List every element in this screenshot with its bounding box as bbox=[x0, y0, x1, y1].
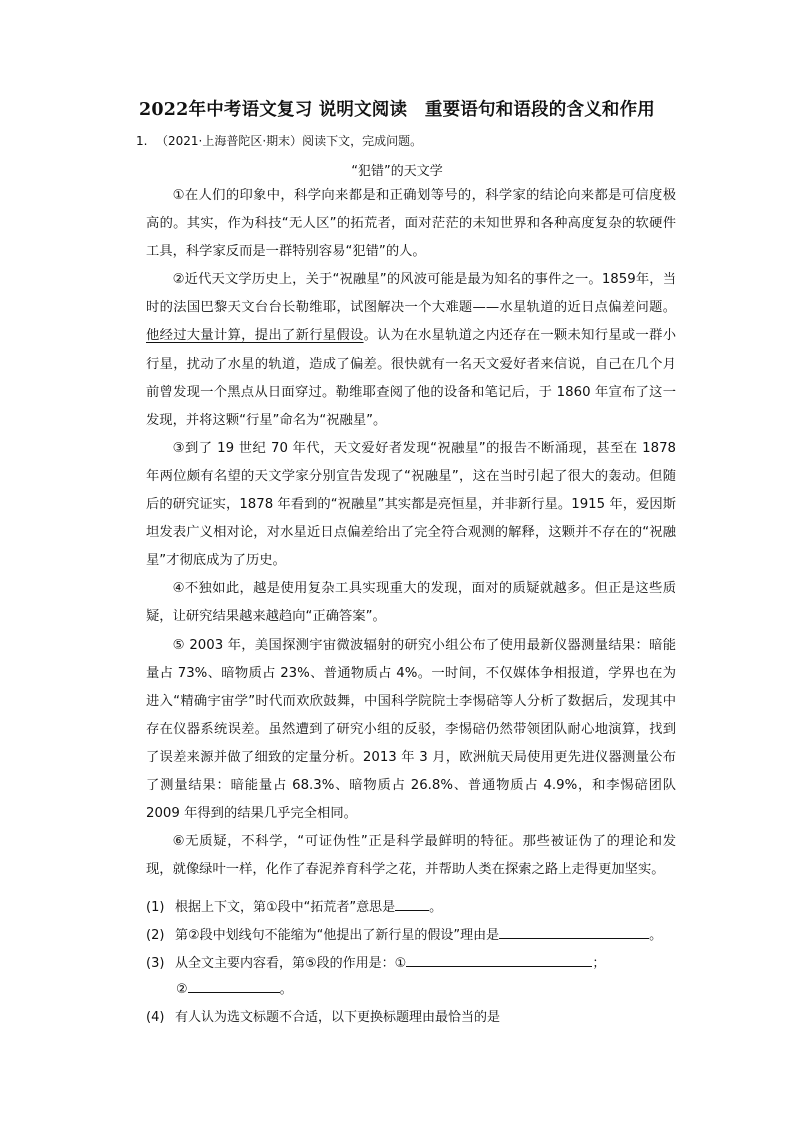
article-body bbox=[146, 182, 676, 884]
underlined-sentence: 他经过大量计算，提出了新行星假设 bbox=[146, 328, 364, 344]
subquestion-1 bbox=[146, 896, 442, 915]
paragraph-2-text-rest: 。认为在水星轨道之内还存在一颗未知行星或一群小行星，扰动了水星的轨道，造成了偏差。很快就有一名天文爱好者来信说，自己在几个月前曾发现一个黑点从日面穿过。勒维耶查阅了他的设备和笔记后，于 1860 年宣布了这一发现，并将这颗“行星”命名为“祝融星”。 bbox=[146, 328, 677, 428]
subquestion-end: 。 bbox=[429, 900, 443, 915]
subquestion-end: 。 bbox=[649, 928, 663, 943]
subquestion-text: 有人认为选文标题不合适，以下更换标题理由最恰当的是 bbox=[175, 1010, 501, 1025]
question-intro: （2021·上海普陀区·期末）阅读下文，完成问题。 bbox=[156, 134, 423, 148]
question-number: 1. bbox=[136, 134, 148, 148]
subquestion-3-second bbox=[176, 978, 293, 997]
subquestion-4 bbox=[146, 1006, 500, 1025]
article-title: “犯错”的天文学 bbox=[351, 164, 443, 179]
paragraph-3: ③到了 19 世纪 70 年代，天文爱好者发现“祝融星”的报告不断涌现，甚至在 1878 年两位颇有名望的天文学家分别宣告发现了“祝融星”，这在当时引起了很大的轰动。但随后的研究证实，1878 年看到的“祝融星”其实都是亮恒星，并非新行星。1915 年，爱因斯坦发表广义相对论，对水星近日点偏差给出了完全符合观测的解释，这颗并不存在的“祝融星”才彻底成为了历史。 bbox=[146, 440, 676, 569]
subquestion-end: ； bbox=[592, 956, 606, 971]
subquestion-2 bbox=[146, 924, 662, 943]
subquestion-number: (4) bbox=[146, 1010, 165, 1025]
subquestion-number: (1) bbox=[146, 900, 165, 915]
answer-blank[interactable] bbox=[395, 898, 429, 911]
question-header bbox=[136, 132, 422, 149]
subquestion-label: ② bbox=[176, 982, 188, 997]
subquestion-text: 从全文主要内容看，第⑤段的作用是：① bbox=[175, 956, 407, 971]
paragraph-2-text: ②近代天文学历史上，关于“祝融星”的风波可能是最为知名的事件之一。1859年，当时的法国巴黎天文台台长勒维耶，试图解决一个大难题——水星轨道的近日点偏差问题。 bbox=[146, 272, 676, 316]
answer-blank[interactable] bbox=[499, 926, 649, 939]
paragraph-6: ⑥无质疑，不科学，“可证伪性”正是科学最鲜明的特征。那些被证伪了的理论和发现，就像绿叶一样，化作了春泥养育科学之花，并帮助人类在探索之路上走得更加坚实。 bbox=[146, 834, 676, 878]
paragraph-2 bbox=[146, 266, 676, 435]
subquestion-number: (3) bbox=[146, 956, 165, 971]
subquestion-text: 第②段中划线句不能缩为“他提出了新行星的假设”理由是 bbox=[175, 928, 500, 943]
subquestion-3 bbox=[146, 952, 605, 971]
answer-blank[interactable] bbox=[188, 980, 280, 993]
paragraph-5: ⑤ 2003 年，美国探测宇宙微波辐射的研究小组公布了使用最新仪器测量结果：暗能量占 73%、暗物质占 23%、普通物质占 4%。一时间，不仅媒体争相报道，学界也在为进入“精确宇宙学”时代而欢欣鼓舞，中国科学院院士李惕碚等人分析了数据后，发现其中存在仪器系统误差。虽然遭到了研究小组的反驳，李惕碚仍然带领团队耐心地演算，找到了误差来源并做了细致的定量分析。2013 年 3 月，欧洲航天局使用更先进仪器测量公布了测量结果：暗能量占 68.3%、暗物质占 26.8%、普通物质占 4.9%，和李惕碚团队 2009 年得到的结果几乎完全相同。 bbox=[146, 637, 676, 822]
subquestion-text: 根据上下文，第①段中“拓荒者”意思是 bbox=[175, 900, 396, 915]
subquestion-end: 。 bbox=[279, 982, 293, 997]
answer-blank[interactable] bbox=[406, 954, 592, 967]
paragraph-4: ④不独如此，越是使用复杂工具实现重大的发现，面对的质疑就越多。但正是这些质疑，让研究结果越来越趋向“正确答案”。 bbox=[146, 581, 676, 625]
page-title: 2022年中考语文复习 说明文阅读 重要语句和语段的含义和作用 bbox=[139, 100, 655, 120]
subquestion-number: (2) bbox=[146, 928, 165, 943]
paragraph-1: ①在人们的印象中，科学向来都是和正确划等号的，科学家的结论向来都是可信度极高的。其实，作为科技“无人区”的拓荒者，面对茫茫的未知世界和各种高度复杂的软硬件工具，科学家反而是一群特别容易“犯错”的人。 bbox=[146, 188, 676, 260]
